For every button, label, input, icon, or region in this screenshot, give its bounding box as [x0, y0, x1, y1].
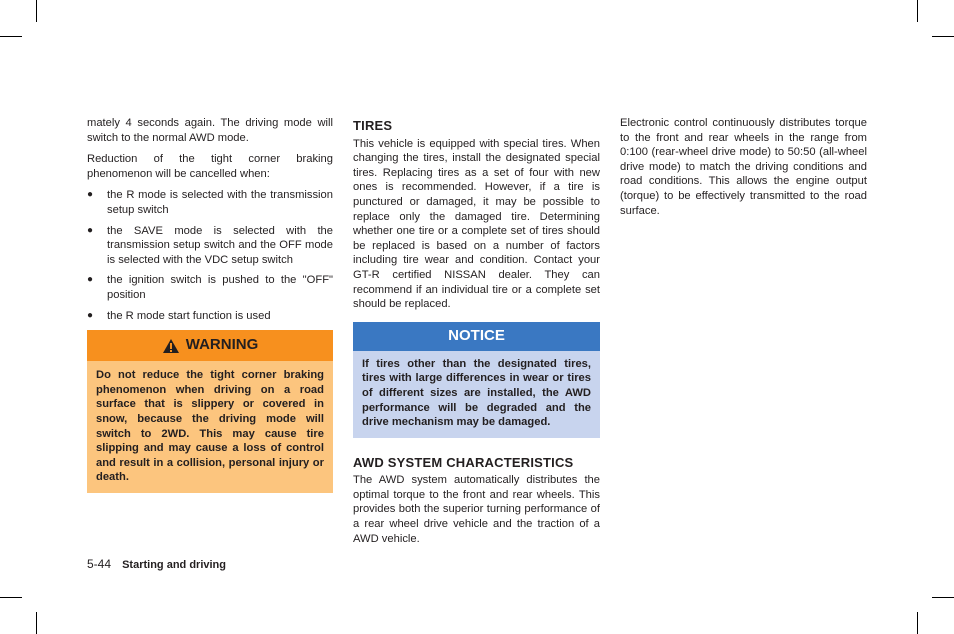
list-item-text: the ignition switch is pushed to the "OFF" position — [107, 274, 333, 301]
crop-mark — [36, 612, 37, 634]
notice-text: If tires other than the designated tires, tires with large differences in wear or tires of different sizes are installed, the AWD performance will be degraded and the drive mechanism may be damaged. — [362, 357, 591, 429]
warning-text: Do not reduce the tight corner braking phenomenon when driving on a road surface that is slippery or covered in snow, because the driving mode will switch to 2WD. This may cause tire slipping and may cause a loss of control and result in a collision, personal injury or death. — [96, 369, 324, 484]
notice-box — [353, 322, 600, 438]
paragraph: This vehicle is equipped with special tires. When changing the tires, install the designated special tires. Replacing tires as a set of four with new ones is recommended. However, if a tire is punctured or damaged, it may be possible to replace only the damaged tire. Determining whether one tire or a complete set of tires should be replaced is based on a number of factors including tire wear and condition. Contact your GT-R certified NISSAN dealer. They can recommend if an individual tire or a complete set should be replaced. — [353, 137, 600, 311]
paragraph: The AWD system automatically distributes the optimal torque to the front and rear wheels. This provides both the superior turning performance of a rear wheel drive vehicle and the traction of a AWD vehicle. — [353, 474, 600, 545]
warning-box — [87, 330, 333, 493]
paragraph: mately 4 seconds again. The driving mode will switch to the normal AWD mode. — [87, 117, 333, 144]
list-item — [87, 188, 333, 217]
notice-header: NOTICE — [353, 322, 600, 351]
page-number: 5-44 — [87, 557, 112, 571]
warning-header — [87, 330, 333, 361]
section-heading-awd: AWD SYSTEM CHARACTERISTICS — [353, 454, 574, 470]
crop-mark — [36, 0, 37, 22]
warning-heading: WARNING — [185, 336, 259, 354]
list-item — [87, 309, 333, 324]
page-footer — [87, 557, 226, 571]
section-heading-tires: TIRES — [353, 118, 393, 133]
bullet-icon: ● — [87, 189, 94, 201]
right-column — [620, 116, 867, 225]
left-column — [87, 116, 333, 493]
crop-mark — [932, 36, 954, 37]
paragraph: Electronic control continuously distributes torque to the front and rear wheels in the range from 0:100 (rear-wheel drive mode) to 50:50 (all-wheel drive mode) to match the driving conditions and road conditions. This allows the engine output (torque) to be effectively transmitted to the road surface. — [620, 117, 867, 217]
section-title: Starting and driving — [122, 559, 226, 571]
list-item-text: the SAVE mode is selected with the transmission setup switch and the OFF mode is selected with the VDC setup switch — [107, 224, 333, 266]
bullet-list — [87, 188, 333, 323]
list-item — [87, 273, 333, 302]
crop-mark — [917, 0, 918, 22]
crop-mark — [0, 597, 22, 598]
crop-mark — [932, 597, 954, 598]
list-item-text: the R mode start function is used — [107, 309, 271, 322]
crop-mark — [917, 612, 918, 634]
list-item-text: the R mode is selected with the transmission setup switch — [107, 189, 333, 216]
paragraph: Reduction of the tight corner braking phenomenon will be cancelled when: — [87, 153, 333, 180]
list-item — [87, 224, 333, 268]
bullet-icon: ● — [87, 224, 94, 236]
middle-column — [353, 119, 600, 553]
warning-triangle-icon — [162, 338, 180, 354]
crop-mark — [0, 36, 22, 37]
bullet-icon: ● — [87, 309, 94, 321]
bullet-icon: ● — [87, 274, 94, 286]
